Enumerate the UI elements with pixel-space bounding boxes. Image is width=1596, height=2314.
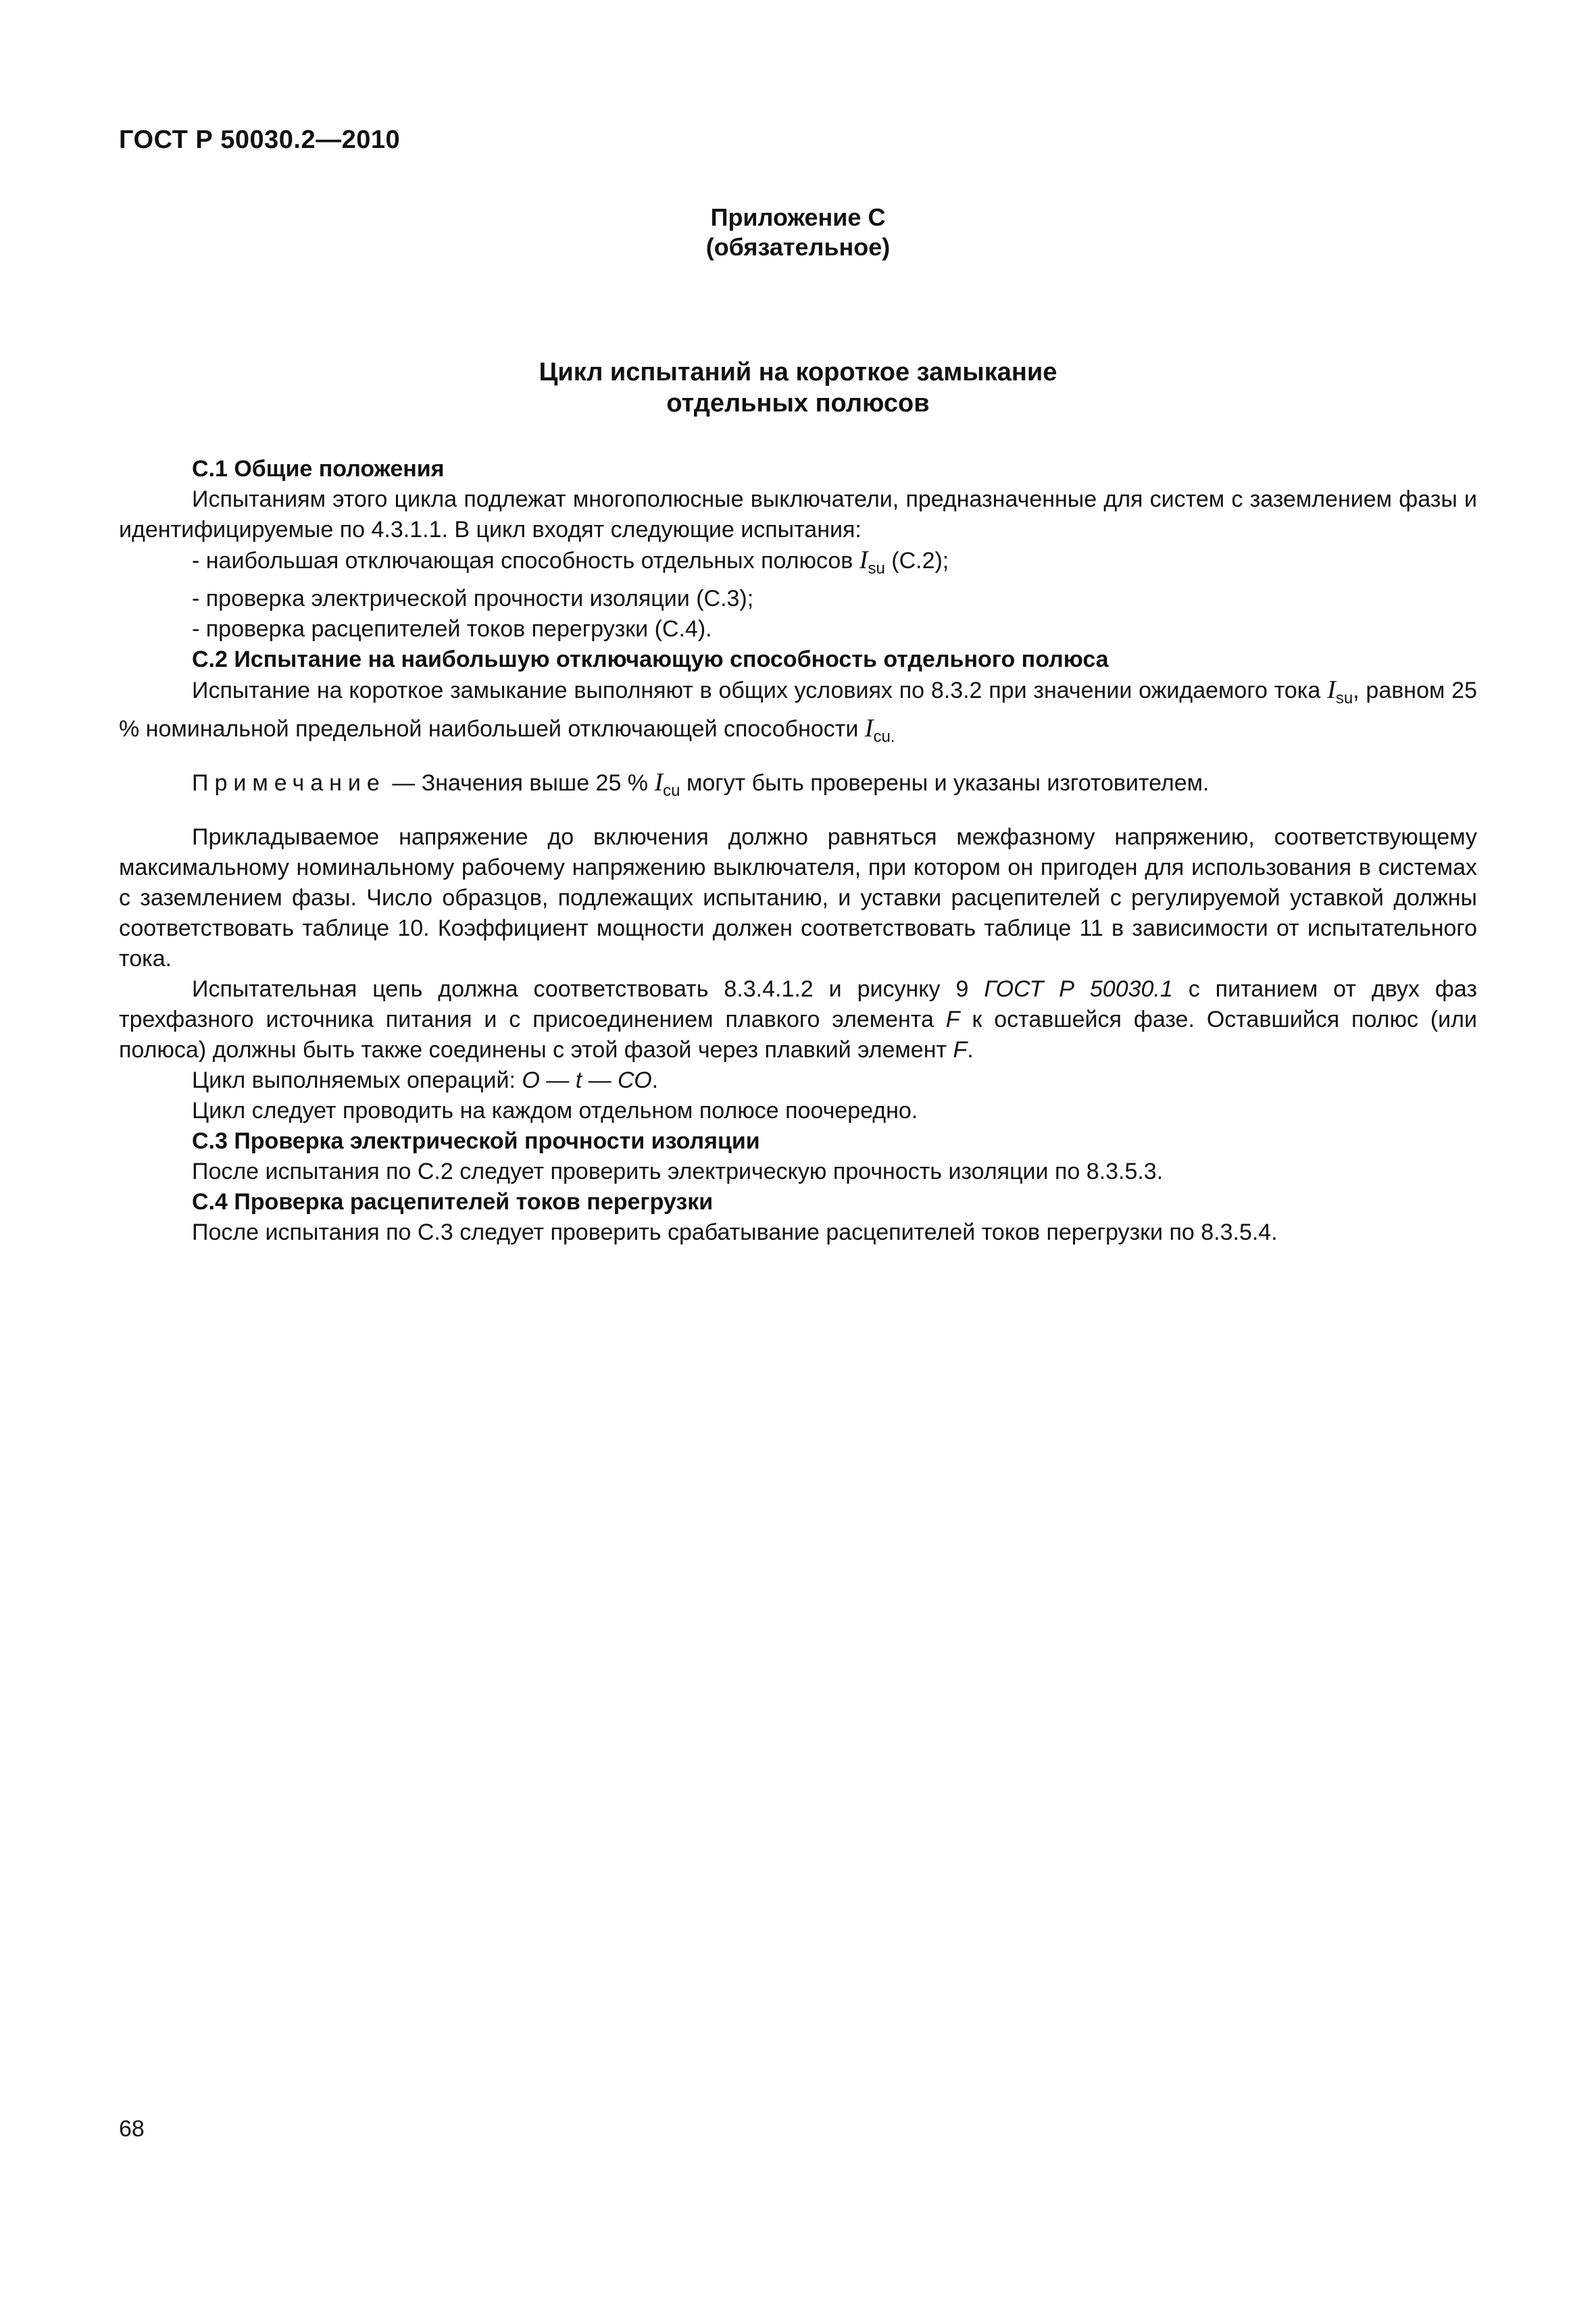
test-list-item-2: - проверка электрической прочности изоляции (С.3); [192,585,754,611]
annex-body [119,454,1477,1248]
annex-status: (обязательное) [705,233,891,261]
section-c2-paragraph-3 [119,974,1477,1065]
document-code: ГОСТ Р 50030.2—2010 [119,126,401,154]
section-c2-paragraph-5: Цикл следует проводить на каждом отдельном полюсе поочередно. [192,1098,918,1124]
section-c2-paragraph-1 [119,675,1477,752]
current-symbol: I [1327,675,1336,704]
current-subscript: su [868,559,885,578]
paragraph-text: , равном 25 % номинальной предельной наибольшей отключающей способности [119,677,1478,742]
section-c4-heading: С.4 Проверка расцепителей токов перегрузки [192,1189,714,1215]
annex-title-line-1: Цикл испытаний на короткое замыкание [539,358,1057,386]
section-c2-heading: С.2 Испытание на наибольшую отключающую способность отдельного полюса [192,646,1109,672]
annex-heading [0,203,1596,262]
paragraph-text: . [967,1037,974,1063]
current-symbol: I [864,713,874,743]
test-list-item-1-text: - наибольшая отключающая способность отдельных полюсов [192,548,859,574]
fuse-symbol: F [945,1007,960,1033]
section-c3-text: После испытания по С.2 следует проверить электрическую прочность изоляции по 8.3.5.3. [192,1159,1164,1185]
page-number: 68 [119,2116,145,2142]
annex-title [0,357,1596,419]
paragraph-text: . [651,1067,659,1094]
operation-sequence: О — t — СО [522,1067,652,1094]
note-label: Примечание [192,770,386,797]
paragraph-text: с питанием от двух фаз трехфазного источника питания и с присоединением плавкого элемента [119,976,1478,1033]
note-text: могут быть проверены и указаны изготовителем. [680,770,1210,797]
section-c4-text: После испытания по С.3 следует проверить срабатывание расцепителей токов перегрузки по 8.3.5.4. [192,1219,1278,1246]
standard-reference: ГОСТ Р 50030.1 [984,976,1173,1003]
paragraph-text: Цикл выполняемых операций: [192,1067,522,1094]
test-list-item-1 [119,545,1477,584]
current-symbol: I [859,546,868,574]
section-c2-paragraph-2: Прикладываемое напряжение до включения должно равняться межфазному напряжению, соответствующему максимальному номинальному рабочему напряжению выключателя, при котором он пригоден для использования в системах с заземлением фазы. Число образцов, подлежащих испытанию, и уставки расцепителей с регулируемой уставкой должны соответствовать таблице 10. Коэффициент мощности должен соответствовать таблице 11 в зависимости от испытательного тока. [119,824,1477,972]
annex-label: Приложение С [710,203,886,231]
section-c3-heading: С.3 Проверка электрической прочности изоляции [192,1128,760,1155]
section-c1-intro: Испытаниям этого цикла подлежат многополюсные выключатели, предназначенные для систем с заземлением фазы и идентифицируемые по 4.3.1.1. В цикл входят следующие испытания: [119,486,1477,543]
note-text: — Значения выше 25 % [385,770,655,797]
paragraph-text: Испытательная цепь должна соответствовать 8.3.4.1.2 и рисунку 9 [192,976,984,1003]
test-list-item-3: - проверка расцепителей токов перегрузки (С.4). [192,615,712,642]
test-list-item-1-ref: (С.2); [884,548,949,574]
current-symbol: I [654,768,664,797]
fuse-symbol: F [953,1037,968,1063]
paragraph-text: Испытание на короткое замыкание выполняют в общих условиях по 8.3.2 при значении ожидаемого тока [192,677,1328,703]
section-c1-heading: С.1 Общие положения [192,456,445,482]
current-subscript: su [1335,688,1353,707]
current-subscript: cu [663,782,680,801]
section-c2-paragraph-4 [119,1065,1477,1096]
paragraph-text: к оставшейся фазе. Оставшийся полюс (или полюса) должны быть также соединены с этой фазой через плавкий элемент [119,1007,1478,1063]
section-c2-note [119,768,1477,806]
annex-title-line-2: отдельных полюсов [666,389,930,418]
current-subscript: cu. [873,727,895,746]
